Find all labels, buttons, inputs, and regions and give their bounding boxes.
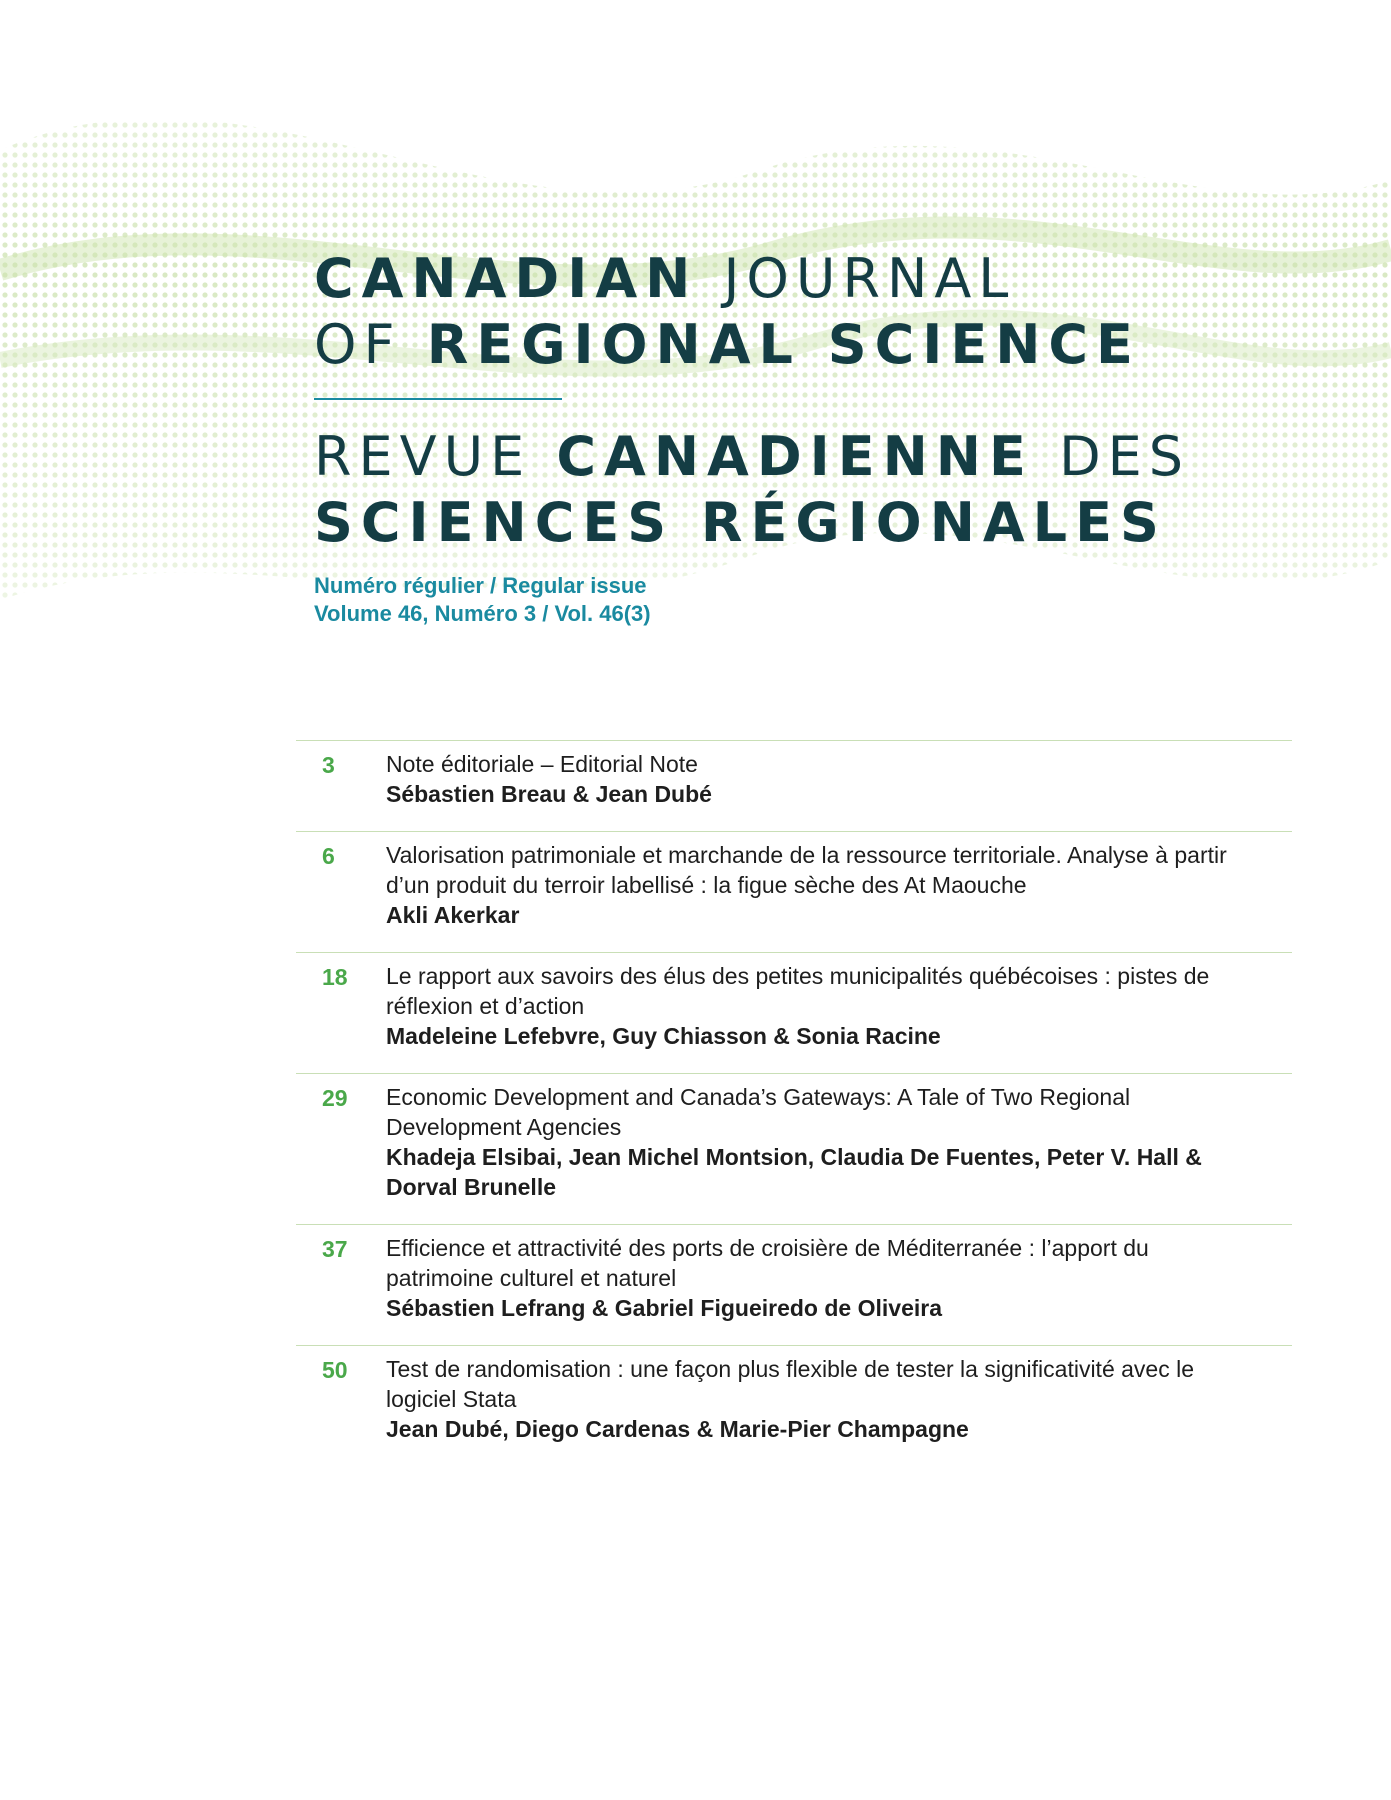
title-en-line-2 bbox=[314, 312, 1190, 378]
toc-article-title: logiciel Stata bbox=[386, 1386, 517, 1412]
toc-entry bbox=[296, 952, 1292, 1073]
toc-article-authors: Sébastien Breau & Jean Dubé bbox=[386, 781, 712, 807]
toc-article-authors: Khadeja Elsibai, Jean Michel Montsion, Claudia De Fuentes, Peter V. Hall & bbox=[386, 1144, 1202, 1170]
title-fr-revue: REVUE bbox=[314, 425, 532, 488]
toc-article-title: Efficience et attractivité des ports de croisière de Méditerranée : l’apport du bbox=[386, 1235, 1149, 1261]
title-fr-line-1 bbox=[314, 424, 1190, 490]
title-fr-line-2 bbox=[314, 490, 1190, 556]
title-divider bbox=[314, 398, 562, 400]
toc-article-title: Valorisation patrimoniale et marchande de la ressource territoriale. Analyse à partir bbox=[386, 842, 1227, 868]
title-fr-sciences-regionales: SCIENCES RÉGIONALES bbox=[314, 491, 1167, 554]
title-en-canadian: CANADIAN bbox=[314, 247, 699, 310]
title-fr-des: DES bbox=[1059, 425, 1191, 488]
toc-article-title: réflexion et d’action bbox=[386, 993, 585, 1019]
toc-page-number: 6 bbox=[322, 843, 335, 869]
issue-info bbox=[314, 572, 651, 628]
toc-entry bbox=[296, 1073, 1292, 1224]
toc-article-authors: Akli Akerkar bbox=[386, 902, 520, 928]
title-en-journal: JOURNAL bbox=[723, 247, 1016, 310]
title-en-line-1 bbox=[314, 246, 1190, 312]
toc-article-authors: Jean Dubé, Diego Cardenas & Marie-Pier Champagne bbox=[386, 1416, 969, 1442]
journal-title bbox=[314, 246, 1190, 556]
toc-entry bbox=[296, 1345, 1292, 1466]
table-of-contents bbox=[296, 740, 1292, 1466]
toc-article-title: Test de randomisation : une façon plus flexible de tester la significativité avec le bbox=[386, 1356, 1194, 1382]
toc-article-authors: Dorval Brunelle bbox=[386, 1174, 556, 1200]
toc-article-title: patrimoine culturel et naturel bbox=[386, 1265, 677, 1291]
toc-page-number: 37 bbox=[322, 1236, 348, 1262]
toc-article-authors: Madeleine Lefebvre, Guy Chiasson & Sonia Racine bbox=[386, 1023, 941, 1049]
toc-page-number: 29 bbox=[322, 1085, 348, 1111]
toc-page-number: 3 bbox=[322, 752, 335, 778]
toc-article-title: Economic Development and Canada’s Gateways: A Tale of Two Regional bbox=[386, 1084, 1131, 1110]
toc-article-authors: Sébastien Lefrang & Gabriel Figueiredo de Oliveira bbox=[386, 1295, 942, 1321]
toc-article-title: Note éditoriale – Editorial Note bbox=[386, 751, 698, 777]
toc-entry bbox=[296, 1224, 1292, 1345]
toc-article-title: Development Agencies bbox=[386, 1114, 622, 1140]
title-en-of: OF bbox=[314, 313, 402, 376]
toc-article-title: Le rapport aux savoirs des élus des petites municipalités québécoises : pistes de bbox=[386, 963, 1210, 989]
title-en-regional-science: REGIONAL SCIENCE bbox=[426, 313, 1141, 376]
toc-page-number: 18 bbox=[322, 964, 348, 990]
issue-volume: Volume 46, Numéro 3 / Vol. 46(3) bbox=[314, 601, 651, 626]
toc-page-number: 50 bbox=[322, 1357, 348, 1383]
issue-type: Numéro régulier / Regular issue bbox=[314, 573, 647, 598]
toc-entry bbox=[296, 740, 1292, 831]
toc-article-title: d’un produit du terroir labellisé : la figue sèche des At Maouche bbox=[386, 872, 1027, 898]
title-fr-canadienne: CANADIENNE bbox=[556, 425, 1034, 488]
toc-entry bbox=[296, 831, 1292, 952]
